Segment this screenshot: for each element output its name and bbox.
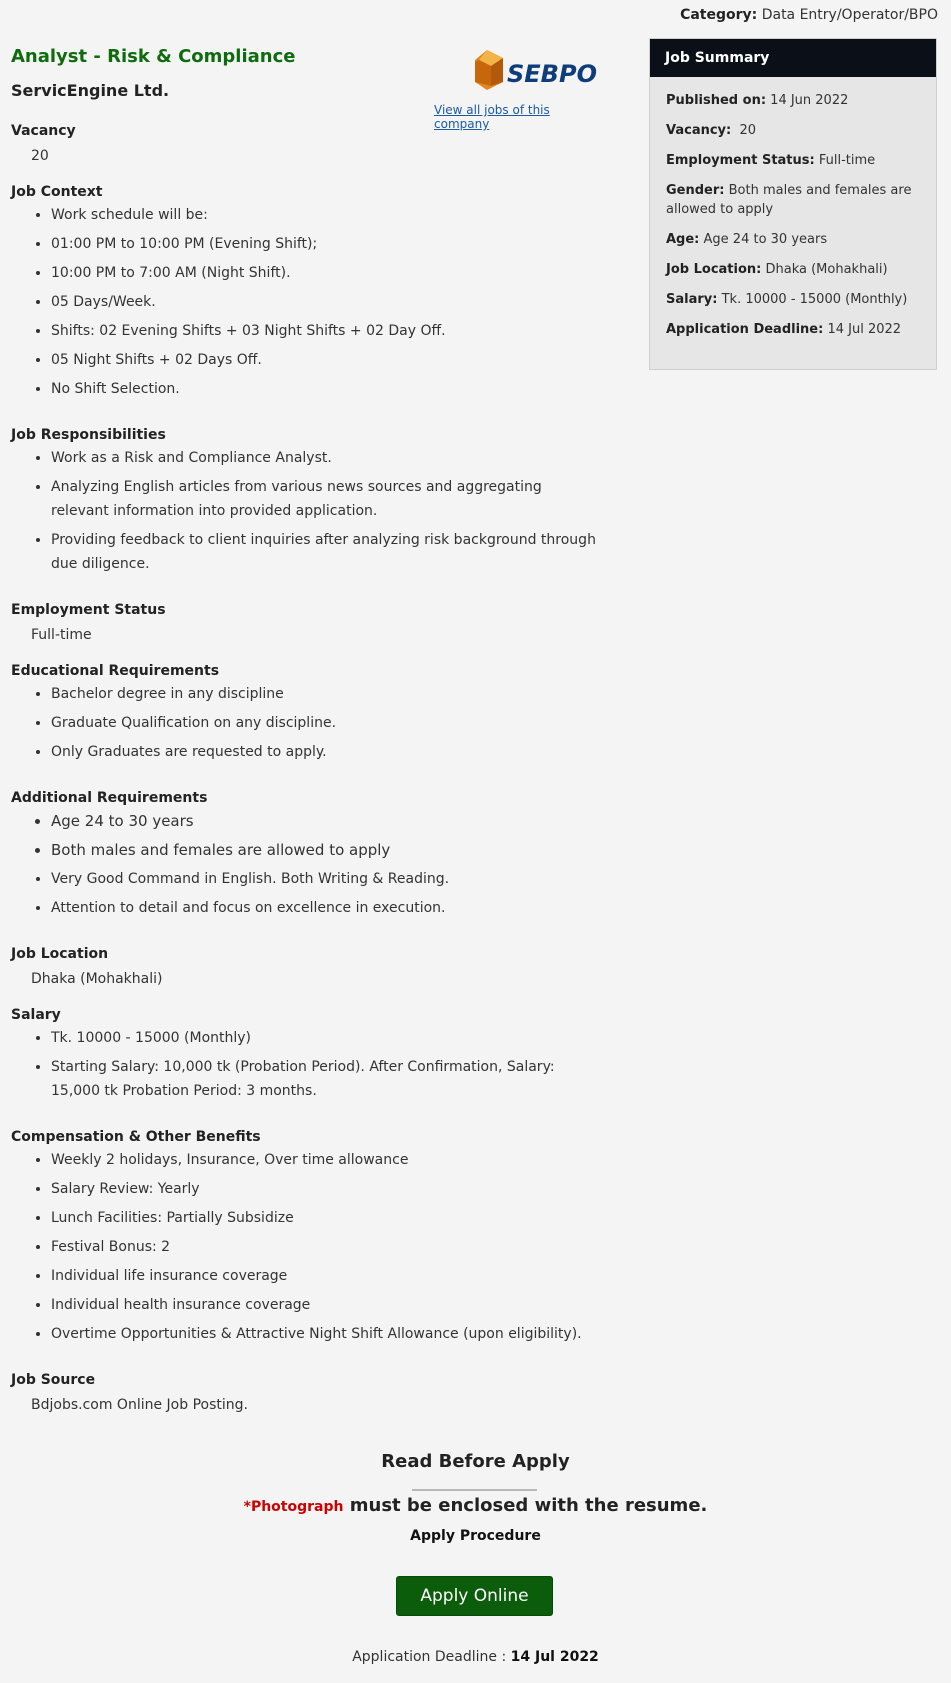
list-item: • Salary Review: Yearly: [51, 1177, 601, 1201]
photograph-label: *Photograph: [243, 1499, 344, 1515]
divider: [412, 1489, 537, 1491]
list-item: • Both males and females are allowed to apply: [51, 838, 601, 862]
summary-vacancy: Vacancy: 20: [666, 123, 757, 138]
salary-list: [11, 1026, 601, 1103]
deadline-label: Application Deadline :: [352, 1649, 507, 1665]
summary-age: Age: Age 24 to 30 years: [666, 232, 828, 247]
benefits-list: [11, 1148, 601, 1346]
list-item: • Providing feedback to client inquiries after analyzing risk background through due diligence.: [51, 528, 601, 576]
vacancy-value: 20: [31, 148, 49, 164]
job-context-heading: Job Context: [11, 184, 103, 200]
apply-online-button[interactable]: Apply Online: [396, 1576, 553, 1616]
summary-gender: Gender: Both males and females are allowed to apply: [666, 183, 912, 217]
list-item: • Overtime Opportunities & Attractive Night Shift Allowance (upon eligibility).: [51, 1322, 601, 1346]
category-line: [680, 7, 938, 23]
list-item: • Very Good Command in English. Both Writing & Reading.: [51, 867, 601, 891]
job-source-heading: Job Source: [11, 1372, 96, 1388]
application-deadline: [0, 1649, 951, 1665]
category-value: Data Entry/Operator/BPO: [761, 7, 938, 23]
education-section: [11, 660, 601, 764]
summary-deadline: Application Deadline: 14 Jul 2022: [666, 322, 902, 337]
responsibilities-list: [11, 446, 601, 576]
employment-status-heading: Employment Status: [11, 602, 166, 618]
list-item: • Analyzing English articles from various news sources and aggregating relevant information into provided application.: [51, 475, 601, 523]
vacancy-section: [11, 120, 601, 169]
photograph-notice: [0, 1495, 951, 1516]
list-item: • 05 Days/Week.: [51, 290, 601, 314]
benefits-section: [11, 1126, 601, 1346]
summary-location: Job Location: Dhaka (Mohakhali): [666, 262, 888, 277]
list-item: • Starting Salary: 10,000 tk (Probation Period). After Confirmation, Salary: 15,000 tk Probation Period: 3 months.: [51, 1055, 601, 1103]
summary-published: Published on: 14 Jun 2022: [666, 93, 849, 108]
list-item: • Tk. 10000 - 15000 (Monthly): [51, 1026, 601, 1050]
list-item: • 10:00 PM to 7:00 AM (Night Shift).: [51, 261, 601, 285]
job-location-section: [11, 943, 601, 992]
job-source-value: Bdjobs.com Online Job Posting.: [31, 1397, 248, 1413]
list-item: • Attention to detail and focus on excellence in execution.: [51, 896, 601, 920]
logo-text: SEBPO: [507, 60, 597, 88]
list-item: • Only Graduates are requested to apply.: [51, 740, 601, 764]
list-item: • Weekly 2 holidays, Insurance, Over time allowance: [51, 1148, 601, 1172]
additional-requirements-heading: Additional Requirements: [11, 790, 208, 806]
company-name: ServicEngine Ltd.: [11, 81, 170, 100]
list-item: • No Shift Selection.: [51, 377, 601, 401]
salary-heading: Salary: [11, 1007, 61, 1023]
job-summary-panel: [649, 38, 937, 370]
job-context-list: [11, 203, 601, 401]
apply-procedure-heading: Apply Procedure: [410, 1528, 541, 1544]
list-item: • Work schedule will be:: [51, 203, 601, 227]
job-location-value: Dhaka (Mohakhali): [31, 971, 163, 987]
list-item: • Festival Bonus: 2: [51, 1235, 601, 1259]
vacancy-heading: Vacancy: [11, 123, 76, 139]
summary-salary: Salary: Tk. 10000 - 15000 (Monthly): [666, 292, 908, 307]
responsibilities-heading: Job Responsibilities: [11, 427, 166, 443]
list-item: • Work as a Risk and Compliance Analyst.: [51, 446, 601, 470]
list-item: • Individual life insurance coverage: [51, 1264, 601, 1288]
list-item: • Bachelor degree in any discipline: [51, 682, 601, 706]
responsibilities-section: [11, 424, 601, 576]
list-item: • Age 24 to 30 years: [51, 809, 601, 833]
job-summary-title: Job Summary: [650, 39, 936, 77]
job-source-section: [11, 1369, 601, 1418]
education-heading: Educational Requirements: [11, 663, 220, 679]
photograph-notice-text: must be enclosed with the resume.: [349, 1495, 708, 1516]
summary-employment-status: Employment Status: Full-time: [666, 153, 876, 168]
employment-status-section: [11, 599, 601, 648]
list-item: • Shifts: 02 Evening Shifts + 03 Night Shifts + 02 Day Off.: [51, 319, 601, 343]
job-title: Analyst - Risk & Compliance: [11, 46, 296, 67]
list-item: • Graduate Qualification on any discipline.: [51, 711, 601, 735]
employment-status-value: Full-time: [31, 627, 92, 643]
sections: [11, 120, 601, 1418]
deadline-value: 14 Jul 2022: [510, 1649, 599, 1665]
list-item: • Lunch Facilities: Partially Subsidize: [51, 1206, 601, 1230]
category-label: Category:: [680, 7, 758, 23]
list-item: • Individual health insurance coverage: [51, 1293, 601, 1317]
job-context-section: [11, 181, 601, 401]
list-item: • 05 Night Shifts + 02 Days Off.: [51, 348, 601, 372]
job-location-heading: Job Location: [11, 946, 109, 962]
view-all-jobs-link[interactable]: View all jobs of this company: [434, 103, 550, 131]
education-list: [11, 682, 601, 764]
salary-section: [11, 1004, 601, 1103]
list-item: • 01:00 PM to 10:00 PM (Evening Shift);: [51, 232, 601, 256]
additional-requirements-section: [11, 787, 601, 920]
company-logo: [473, 46, 603, 94]
additional-requirements-list: [11, 809, 601, 920]
read-before-apply-heading: Read Before Apply: [381, 1451, 570, 1472]
benefits-heading: Compensation & Other Benefits: [11, 1129, 261, 1145]
